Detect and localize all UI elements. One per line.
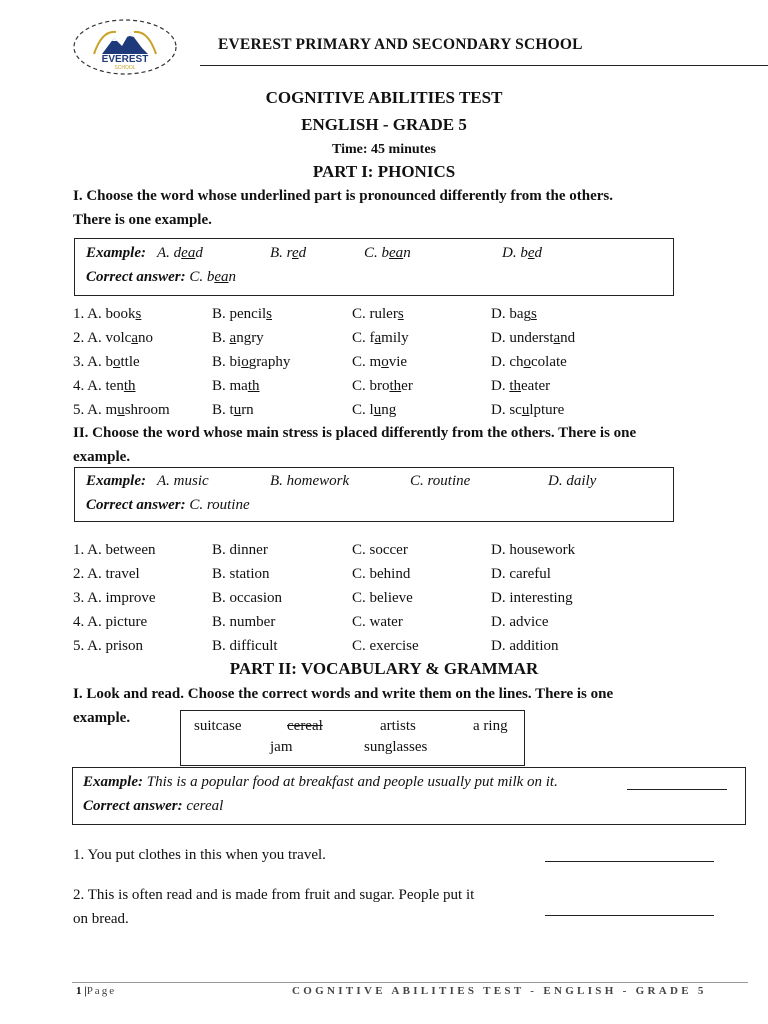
vocab-question-2-line2: on bread. [73,911,129,927]
example-label: Example: [86,245,146,261]
answer-option: 1. A. between [73,542,156,558]
logo-text: EVEREST [101,54,149,65]
footer-title: COGNITIVE ABILITIES TEST - ENGLISH - GRADE 5 [292,985,707,997]
answer-option: B. occasion [212,590,282,606]
answer-option: C. brother [352,378,413,394]
example-box-stress [74,467,674,522]
test-title: COGNITIVE ABILITIES TEST [265,88,503,107]
answer-option: C. believe [352,590,413,606]
answer-option: B. pencils [212,306,272,322]
answer-option: 1. A. books [73,306,142,322]
example-answer: Correct answer: C. bean [86,269,237,285]
answer-option: D. bags [491,306,537,322]
answer-option: D. advice [491,614,549,630]
example-answer-line [627,789,727,790]
answer-option: B. dinner [212,542,268,558]
answer-option: C. water [352,614,403,630]
answer-line-1[interactable] [545,861,714,862]
answer-option: D. careful [491,566,551,582]
vocab-question-2-line1: 2. This is often read and is made from fruit and sugar. People put it [73,887,475,903]
word-bank-item: suitcase [194,718,242,734]
answer-option: C. exercise [352,638,419,654]
answer-option: 2. A. volcano [73,330,154,346]
example-option: B. red [270,245,307,261]
answer-option: 2. A. travel [73,566,140,582]
word-bank-item: artists [380,718,416,734]
example-option: D. bed [502,245,543,261]
answer-option: D. housework [491,542,576,558]
time-limit: Time: 45 minutes [332,142,436,157]
example-option: C. routine [410,473,471,489]
example-option: D. daily [548,473,597,489]
answer-option: C. family [352,330,409,346]
logo-subtext: SCHOOL [114,65,136,71]
answer-option: 3. A. bottle [73,354,140,370]
answer-option: B. biography [212,354,291,370]
answer-option: 4. A. picture [73,614,148,630]
answer-option: C. rulers [352,306,404,322]
part2-heading: PART II: VOCABULARY & GRAMMAR [229,659,539,678]
test-subtitle: ENGLISH - GRADE 5 [301,115,467,134]
example-sentence: Example: This is a popular food at breakfast and people usually put milk on it. [83,774,558,790]
example-answer: Correct answer: cereal [83,798,224,814]
part2-sec1-instruction-line1: I. Look and read. Choose the correct words and write them on the lines. There is one [73,686,614,702]
part1-sec1-instruction-line2: There is one example. [73,212,212,228]
school-logo [72,18,178,76]
example-option: A. music [157,473,209,489]
word-bank-item-used: cereal [287,718,323,734]
answer-option: C. soccer [352,542,408,558]
answer-option: B. station [212,566,270,582]
vocab-question-1: 1. You put clothes in this when you travel. [73,847,326,863]
part1-heading: PART I: PHONICS [312,162,456,181]
header-divider [200,65,768,66]
word-bank [180,710,525,766]
page-number: 1 |Page [76,985,117,997]
answer-option: D. interesting [491,590,573,606]
answer-option: B. angry [212,330,264,346]
answer-option: B. difficult [212,638,278,654]
word-bank-item: jam [270,739,293,755]
example-answer: Correct answer: C. routine [86,497,250,513]
part1-sec2-instruction-line2: example. [73,449,131,465]
example-option: B. homework [270,473,350,489]
part2-sec1-instruction-line2: example. [73,710,131,726]
answer-option: C. movie [352,354,408,370]
answer-option: C. behind [352,566,411,582]
example-box-pronunciation [74,238,674,296]
answer-option: D. chocolate [491,354,567,370]
example-box-vocabulary [72,767,746,825]
answer-option: D. sculpture [491,402,565,418]
example-option: C. bean [364,245,411,261]
answer-option: 3. A. improve [73,590,156,606]
answer-option: C. lung [352,402,397,418]
part1-sec2-instruction-line1: II. Choose the word whose main stress is placed differently from the others. There is one [73,425,637,441]
answer-option: 5. A. prison [73,638,144,654]
example-label: Example: [86,473,146,489]
answer-line-2[interactable] [545,915,714,916]
answer-option: D. theater [491,378,551,394]
answer-option: B. math [212,378,260,394]
part1-sec1-instruction-line1: I. Choose the word whose underlined part is pronounced differently from the others. [73,188,614,204]
answer-option: D. addition [491,638,559,654]
answer-option: D. understand [491,330,576,346]
answer-option: B. number [212,614,276,630]
answer-option: 4. A. tenth [73,378,136,394]
example-row [86,243,146,263]
word-bank-item: a ring [473,718,508,734]
school-name: EVEREST PRIMARY AND SECONDARY SCHOOL [218,36,583,53]
answer-option: 5. A. mushroom [73,402,170,418]
word-bank-item: sunglasses [364,739,428,755]
answer-option: B. turn [212,402,254,418]
example-option: A. dead [157,245,203,261]
footer-divider [72,982,748,983]
